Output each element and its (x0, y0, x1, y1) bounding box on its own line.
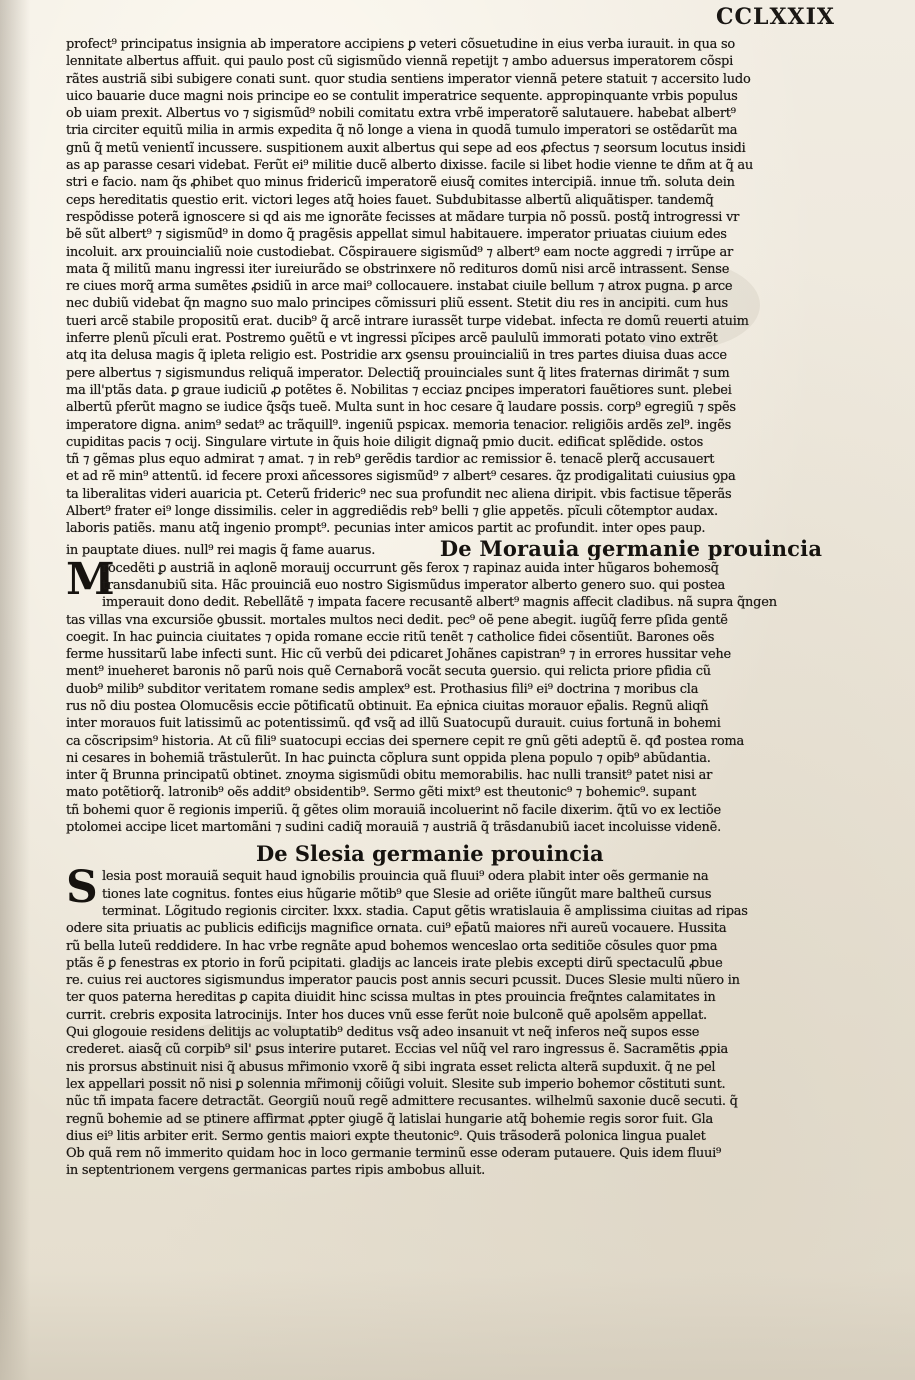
text-line: mato potẽtiorq̃. latronib⁹ oẽs addit⁹ obsidentib⁹. Sermo gẽti mixt⁹ est theutonic⁹ ⁊ bohemic⁹. supant (66, 785, 697, 801)
text-line: odere sita priuatis ac publicis edificijs magnifice ornata. cui⁹ ep̃atũ maiores nr̃i aureũ vocauere. Hussita (66, 921, 727, 937)
text-line: tiones late cognitus. fontes eius hũgarie mõtib⁹ que Slesie ad oriẽte iũngũt mare baltheũ cursus (102, 886, 712, 902)
text-line: ment⁹ inueheret baronis nõ parũ nois quẽ Cernaborã vocãt secuta ꝯuersio. qui relicta priore pfidia cũ (66, 664, 711, 680)
text-line: crederet. aiasq̃ cũ corpib⁹ sil' ꝑsus interire putaret. Eccias vel nũq̃ vel raro ingressus ẽ. Sacramẽtis ꝓpia (66, 1042, 729, 1058)
text-line: terminat. Lõgitudo regionis circiter. lxxx. stadia. Caput gẽtis wratislauia ẽ amplissima ciuitas ad ripas (102, 903, 748, 919)
text-line: lesia post morauiã sequit haud ignobilis prouincia quã fluui⁹ odera plabit inter oẽs germanie na (102, 869, 709, 885)
text-line: ni cesares in bohemiã trãstulerũt. In hac ꝑuincta cõplura sunt oppida plena populo ⁊ opib⁹ abũdantia. (66, 750, 711, 766)
text-line: mata q̃ militũ manu ingressi iter iureiurãdo se obstrinxere nõ redituros domũ nisi arcẽ intrassent. Sense (66, 261, 730, 277)
text-line: albertũ pferũt magno se iudice q̃sq̃s tueẽ. Multa sunt in hoc cesare q̃ laudare possis. corp⁹ egregiũ ⁊ spẽs (66, 400, 736, 416)
text-line: imperauit dono dedit. Rebellãtẽ ⁊ impata facere recusantẽ albert⁹ magnis affecit cladibus. nã supra q̃ngen (102, 595, 777, 611)
text-line: rũ bella luteũ reddidere. In hac vrbe regnãte apud bohemos wenceslao orta seditiõe cõsules quor pma (66, 938, 718, 954)
text-line: lennitate albertus affuit. qui paulo post cũ sigismũdo viennã repetijt ⁊ ambo aduersus imperatorem cõspi (66, 54, 733, 70)
text-line: tñ bohemi quor ẽ regionis imperiũ. q̃ gẽtes olim morauiã incoluerint nõ facile dixerim. q̃tũ vo ex lectiõe (66, 802, 721, 818)
text-line: ta liberalitas videri auaricia pt. Ceterũ frideric⁹ nec sua profundit nec aliena diripit. vbis factisue tẽperãs (66, 486, 732, 502)
paragraph-slesia (66, 868, 836, 1179)
text-line: as ap parasse cesari videbat. Ferũt ei⁹ militie ducẽ alberto dixisse. facile si libet hodie vienne te dñm at q̃ au (66, 158, 754, 174)
text-line: ter quos paterna hereditas ꝑ capita diuidit hinc scissa multas in ptes prouincia freq̃ntes calamitates in (66, 990, 716, 1006)
text-line: uico bauarie duce magni nois principe eo se contulit imperatrice sequente. appropinquante vrbis populus (66, 88, 738, 104)
text-line: Qui glogouie residens delitijs ac voluptatib⁹ deditus vsq̃ adeo insanuit vt neq̃ inferos neq̃ supos esse (66, 1025, 700, 1041)
closing-line: in pauptate diues. null⁹ rei magis q̃ fame auarus. (66, 543, 376, 559)
text-line: ca cõscripsim⁹ historia. At cũ fili⁹ suatocupi eccias dei spernere cepit re gnũ gẽti adeptũ ẽ. qđ postea roma (66, 733, 744, 749)
text-line: regnũ bohemie ad se ptinere affirmat ꝓpter ꝯiugẽ q̃ latislai hungarie atq̃ bohemie regis soror fuit. Gla (66, 1111, 713, 1127)
section-heading-slesia: De Slesia germanie prouincia (256, 841, 604, 867)
text-line: ptãs ẽ ꝑ fenestras ex ptorio in forũ pcipitati. gladijs ac lanceis irate plebis excepti dirũ spectaculũ ꝓbue (66, 955, 723, 971)
section-heading-moravia: De Morauia germanie prouincia (439, 537, 823, 560)
drop-initial-s: S (66, 868, 98, 914)
text-line: ferme hussitarũ labe infecti sunt. Hic cũ verbũ dei pdicaret Johãnes capistran⁹ ⁊ in errores hussitar vehe (66, 647, 731, 663)
folio-number: CCLXXIX (716, 4, 835, 30)
text-line: rocedẽti ꝑ austriã in aqlonẽ morauij occurrunt gẽs ferox ⁊ rapinaz auida inter hũgaros bohemosq̃ (102, 560, 719, 576)
text-line: tñ ⁊ gẽmas plus equo admirat ⁊ amat. ⁊ in reb⁹ gerẽdis tardior ac remissior ẽ. tenacẽ plerq̃ accusauert (66, 452, 715, 468)
text-line: in septentrionem vergens germanicas partes ripis ambobus alluit. (66, 1163, 486, 1179)
paragraph-austria (66, 36, 836, 538)
text-line: Albert⁹ frater ei⁹ longe dissimilis. celer in aggrediẽdis reb⁹ belli ⁊ glie appetẽs. pĩculi cõtemptor audax. (66, 504, 718, 520)
text-line: profect⁹ principatus insignia ab imperatore accipiens ꝑ veteri cõsuetudine in eius verba iurauit. in qua so (66, 37, 735, 52)
text-line: et ad rẽ min⁹ attentũ. id fecere proxi añcessores sigismũd⁹ ⁊ albert⁹ cesares. q̃z prodigalitati cuiusius ꝯpa (66, 469, 736, 485)
text-line: cupiditas pacis ⁊ ocij. Singulare virtute in q̃uis hoie diligit dignaq̃ pmio ducit. edificat splẽdide. ostos (66, 434, 704, 450)
text-line: ptolomei accipe licet martomãni ⁊ sudini cadiq̃ morauiã ⁊ austriã q̃ trãsdanubiũ iacet incoluisse videnẽ. (66, 820, 721, 836)
text-line: Ob quã rem nõ immerito quidam hoc in loco germanie terminũ esse oderam putauere. Quis idem fluui⁹ (66, 1146, 721, 1162)
text-line: nũc tñ impata facere detractãt. Georgiũ nouũ regẽ admittere recusantes. wilhelmũ saxonie ducẽ secuti. q̃ (66, 1094, 738, 1110)
text-line: tria circiter equitũ milia in armis expedita q̃ nõ longe a viena in quodã tumulo imperatori se ostẽdarũt ma (66, 123, 738, 139)
text-line: incoluit. arx prouincialiũ noie custodiebat. Cõspirauere sigismũd⁹ ⁊ albert⁹ eam nocte aggredi ⁊ irrũpe ar (66, 244, 733, 260)
text-line: tueri arcẽ stabile propositũ erat. ducib⁹ q̃ arcẽ intrare iurassẽt turpe videbat. infecta re domũ reuerti atuim (66, 313, 749, 329)
text-column (66, 36, 836, 1180)
text-line: stri e facio. nam q̃s ꝓhibet quo minus fridericũ imperatorẽ eiusq̃ comites intercipiã. innue tm̃. soluta dein (66, 175, 735, 191)
drop-initial-m: M (66, 559, 115, 605)
text-line: bẽ sũt albert⁹ ⁊ sigismũd⁹ in domo q̃ pragẽsis appellat simul habitauere. imperator priuatas ciuium edes (66, 227, 727, 243)
text-line: pere albertus ⁊ sigismundus reliquã imperator. Delectiq̃ prouinciales sunt q̃ lites fraternas dirimãt ⁊ sum (66, 365, 730, 381)
text-line: re ciues morq̃ arma sumẽtes ꝓsidiũ in arce mai⁹ collocauere. instabat ciuile bellum ⁊ atrox pugna. ꝑ arce (66, 279, 733, 295)
text-line: nec dubiũ videbat q̃n magno suo malo principes cõmissuri pliũ essent. Stetit diu res in ancipiti. cum hus (66, 296, 728, 312)
text-line: inferre plenũ pĩculi erat. Postremo ꝯuẽtũ e vt ingressi pĩcipes arcẽ paululũ immorati potato vino extrẽt (66, 331, 718, 347)
text-line: nis prorsus abstinuit nisi q̃ abusus mr̃imonio vxorẽ q̃ sibi ingrata esset relicta alterã supduxit. q̃ ne pel (66, 1059, 716, 1075)
text-line: re. cuius rei auctores sigismundus imperator paucis post annis securi pcussit. Duces Slesie multi nũero in (66, 973, 740, 989)
text-line: imperatore digna. anim⁹ sedat⁹ ac trãquill⁹. ingeniũ pspicax. memoria tenacior. religiõis ardẽs zel⁹. ingẽs (66, 417, 732, 433)
text-line: atq ita delusa magis q̃ ipleta religio est. Postridie arx ꝯsensu prouincialiũ in tres partes diuisa duas acce (66, 348, 727, 364)
text-line: ob uiam prexit. Albertus vo ⁊ sigismũd⁹ nobili comitatu extra vrbẽ imperatorẽ salutauere. habebat albert⁹ (66, 106, 736, 122)
text-line: ceps hereditatis questio erit. victori leges atq̃ hoies fauet. Subdubitasse albertũ aliquãtisper. tandemq̃ (66, 192, 714, 208)
text-line: tas villas vna excursiõe ꝯbussit. mortales multos neci dedit. pec⁹ oẽ pene abegit. iugũq̃ ferre pſida gentẽ (66, 612, 728, 628)
text-line: laboris patiẽs. manu atq̃ ingenio prompt⁹. pecunias inter amicos partit ac profundit. inter opes paup. (66, 521, 706, 537)
text-line: inter q̃ Brunna principatũ obtinet. znoyma sigismũdi obitu memorabilis. hac nulli transit⁹ patet nisi ar (66, 768, 713, 784)
text-line: duob⁹ milib⁹ subditor veritatem romane sedis amplex⁹ est. Prothasius fili⁹ ei⁹ doctrina ⁊ moribus cla (66, 681, 699, 697)
paragraph-moravia (66, 560, 836, 837)
text-line: gnũ q̃ metũ venientĩ incussere. suspitionem auxit albertus qui sepe ad eos ꝓfectus ⁊ seorsum locutus insidi (66, 140, 746, 156)
text-line: dius ei⁹ litis arbiter erit. Sermo gentis maiori expte theutonic⁹. Quis trãsoderã polonica lingua pualet (66, 1128, 706, 1144)
text-line: coegit. In hac ꝑuincia ciuitates ⁊ opida romane eccie ritũ tenẽt ⁊ catholice fidei cõsentiũt. Barones oẽs (66, 629, 715, 645)
text-line: ma ill'ptãs data. ꝑ graue iudiciũ ꝓ potẽtes ẽ. Nobilitas ⁊ ecciaz ꝑncipes imperatori fauẽtiores sunt. plebei (66, 382, 732, 398)
text-line: inter morauos fuit latissimũ ac potentissimũ. qđ vsq̃ ad illũ Suatocupũ durauit. cuius fortunã in bohemi (66, 716, 721, 732)
text-line: currit. crebris exposita latrocinijs. Inter hos duces vnũ esse ferũt noie bulconẽ quẽ apolsẽm appellat. (66, 1007, 707, 1023)
text-line: lex appellari possit nõ nisi ꝑ solennia mr̃imonij cõiũgi voluit. Slesite sub imperio bohemor cõstituti sunt. (66, 1076, 726, 1092)
text-line: transdanubiũ sita. Hãc prouinciã euo nostro Sigismũdus imperator alberto genero suo. qui postea (102, 577, 725, 593)
text-line: respõdisse poterã ignoscere si qd ais me ignorãte fecisses at mãdare turpia nõ possũ. postq̃ introgressi vr (66, 209, 740, 225)
text-line: rãtes austriã sibi subigere conati sunt. quor studia sentiens imperator viennã petere statuit ⁊ accersito ludo (66, 71, 751, 87)
text-line: rus nõ diu postea Olomucẽsis eccie põtificatũ obtinuit. Ea eṗnica ciuitas morauor ep̃alis. Regnũ aliqñ (66, 698, 709, 714)
heading-line-moravia (66, 538, 836, 560)
